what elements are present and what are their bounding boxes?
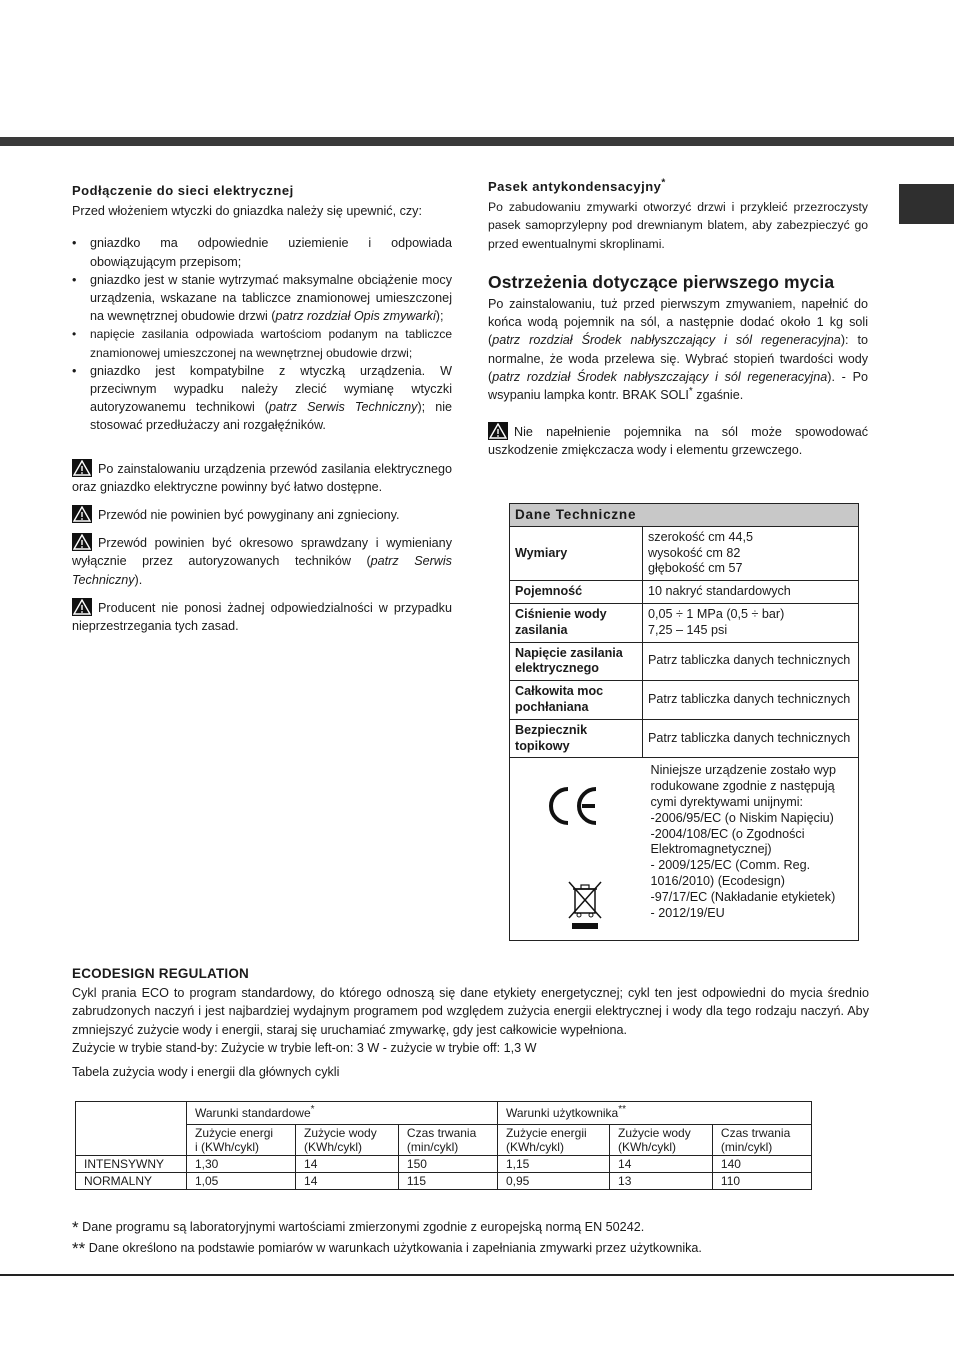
table-row: Pojemność 10 nakryć standardowych [510, 581, 859, 604]
table-header-row [76, 1102, 812, 1125]
warning-icon [72, 533, 92, 551]
section-heading-electrical: Podłączenie do sieci elektrycznej [72, 183, 294, 198]
table-row: Całkowita moc pochłaniana Patrz tabliczka danych technicznych [510, 681, 859, 720]
section-heading-anticondensation: Pasek antykondensacyjny* [488, 177, 666, 194]
table-row: NORMALNY 1,05 14 115 0,95 13 110 [76, 1173, 812, 1190]
warning-note: Nie napełnienie pojemnika na sól może spowodować uszkodzenie zmiękczacza wody i elementu grzewczego. [488, 422, 868, 459]
standby-text: Zużycie w trybie stand-by: Zużycie w trybie left-on: 3 W - zużycie w trybie off: 1,3 W [72, 1040, 537, 1055]
checklist [72, 234, 452, 434]
ecodesign-section [72, 965, 869, 1081]
page-tab-marker [899, 184, 954, 224]
table-row: Ciśnienie wody zasilania 0,05 ÷ 1 MPa (0,5 ÷ bar) 7,25 – 145 psi [510, 603, 859, 642]
table-row: Bezpiecznik topikowy Patrz tabliczka danych technicznych [510, 719, 859, 758]
warning-note: Producent nie ponosi żadnej odpowiedzialności w przypadku nieprzestrzegania tych zasad. [72, 598, 452, 635]
first-wash-text: Po zainstalowaniu, tuż przed pierwszym zmywaniem, napełnić do końca wodą pojemnik na sól, a następnie dodać około 1 kg soli (patrz rozdział Środek nabłyszczający i sól regeneracyjna): to normalne, że woda przelewa się. Wybrać stopień twardości wody (patrz rozdział Środek nabłyszczający i sól regeneracyjna). - Po wsypaniu lampka kontr. BRAK SOLI* zgaśnie. [488, 297, 868, 403]
intro-text: Przed włożeniem wtyczki do gniazdka należy się upewnić, czy: [72, 204, 422, 219]
table-title: Dane Techniczne [510, 504, 859, 527]
consumption-table-caption: Tabela zużycia wody i energii dla głównych cykli [72, 1065, 340, 1080]
table-row: INTENSYWNY 1,30 14 150 1,15 14 140 [76, 1156, 812, 1173]
warning-icon [72, 598, 92, 616]
certification-marks [510, 758, 643, 941]
ecodesign-heading: ECODESIGN REGULATION [72, 966, 250, 981]
section-heading-first-wash: Ostrzeżenia dotyczące pierwszego mycia [488, 271, 835, 292]
directives-text: Niniejsze urządzenie zostało wyp rodukowane zgodnie z następują cymi dyrektywami unijnymi: -2006/95/EC (o Niskim Napięciu) -2004/108/EC (o Zgodności Elektromagnetycznej) - 2009/125/EC (Comm. Reg. 1016/2010) (Ecodesign) -97/17/EC (Nakładanie etykietek) - 2012/19/EU [643, 758, 859, 941]
list-item: • gniazdko jest w stanie wytrzymać maksymalne obciążenie mocy urządzenia, wskazane na tabliczce znamionowej umieszczonej na wewnętrznej obudowie drzwi (patrz rozdział Opis zmywarki); [72, 271, 452, 326]
technical-data-table [509, 503, 859, 941]
warning-note: Przewód nie powinien być powyginany ani zgnieciony. [72, 505, 452, 524]
group-header: Warunki użytkownika** [497, 1102, 811, 1125]
warning-icon [72, 505, 92, 523]
table-row [510, 758, 859, 941]
list-item: • napięcie zasilania odpowiada wartościom podanym na tabliczce znamionowej umieszczonej na wewnętrznej obudowie drzwi; [72, 325, 452, 361]
group-header: Warunki standardowe* [187, 1102, 498, 1125]
warning-icon [72, 459, 92, 477]
ce-mark-logo [546, 781, 606, 831]
table-row: Wymiary szerokość cm 44,5 wysokość cm 82 głębokość cm 57 [510, 526, 859, 580]
table-row: Napięcie zasilania elektrycznego Patrz tabliczka danych technicznych [510, 642, 859, 681]
list-item: • gniazdko jest kompatybilne z wtyczką urządzenia. W przeciwnym wypadku należy zlecić wymianę wtyczki autoryzowanemu technikowi (patrz Serwis Techniczny); nie stosować przedłużaczy ani rozgałęźników. [72, 362, 452, 435]
footnote: * Dane programu są laboratoryjnymi wartościami zmierzonymi zgodnie z europejską normą EN 50242. [72, 1218, 645, 1237]
consumption-table [75, 1101, 812, 1190]
footer-rule [0, 1274, 954, 1276]
list-item: • gniazdko ma odpowiednie uziemienie i odpowiada obowiązującym przepisom; [72, 234, 452, 270]
header-bar [0, 137, 954, 146]
footnotes [72, 1217, 872, 1259]
table-subheader-row: Zużycie energi i (KWh/cykl) Zużycie wody (KWh/cykl) Czas trwania (min/cykl) Zużycie energii (KWh/cykl) Zużycie wody (KWh/cykl) Czas trwania (min/cykl) [76, 1125, 812, 1156]
warning-note: Po zainstalowaniu urządzenia przewód zasilania elektrycznego oraz gniazdko elektryczne powinny być łatwo dostępne. [72, 459, 452, 496]
anticondensation-text: Po zabudowaniu zmywarki otworzyć drzwi i przykleić przezroczysty pasek samoprzylepny pod drewnianym blatem, aby zabezpieczyć go przed ewentualnymi skroplinami. [488, 200, 868, 251]
weee-bin-icon [565, 880, 605, 932]
footnote: ** Dane określono na podstawie pomiarów w warunkach użytkowania i zapełniania zmywarki przez użytkownika. [72, 1239, 702, 1258]
warning-note: Przewód powinien być okresowo sprawdzany i wymieniany wyłącznie przez autoryzowanych techników (patrz Serwis Techniczny). [72, 533, 452, 589]
ecodesign-text: Cykl prania ECO to program standardowy, do którego odnoszą się dane etykiety energetycznej; cykl ten jest odpowiedni do mycia średnio zabrudzonych naczyń i jest najbardziej wydajnym programem pod względem zużycia energii elektrycznej i wody dla tego rodzaju naczyń. Aby zmniejszyć zużycie wody i energii, staraj się uruchamiać zmywarkę, gdy jest całkowicie wypełniona. [72, 986, 869, 1037]
left-column [72, 182, 452, 635]
right-column [488, 178, 868, 460]
warning-icon [488, 422, 508, 440]
